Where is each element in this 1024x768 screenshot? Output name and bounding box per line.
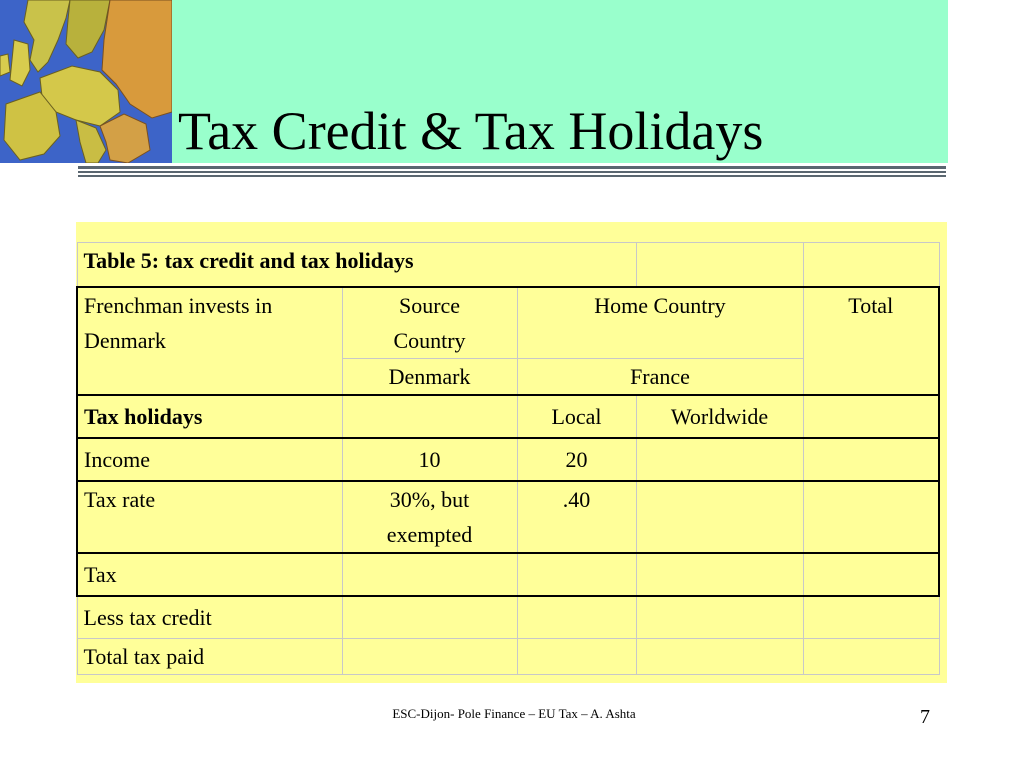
table-row <box>77 438 939 481</box>
table-row <box>77 596 939 639</box>
table-cell: 20 <box>517 438 636 481</box>
header-line: Country <box>393 327 466 353</box>
table-cell <box>517 639 636 675</box>
cell-line: exempted <box>386 521 473 547</box>
row-label: Tax rate <box>77 481 342 553</box>
row-label: Less tax credit <box>77 596 342 639</box>
table-cell <box>342 481 517 553</box>
table-cell <box>517 596 636 639</box>
row-label-header <box>77 287 342 395</box>
total-header: Total <box>803 287 939 395</box>
table-cell <box>342 639 517 675</box>
title-divider <box>78 171 946 173</box>
table-cell <box>636 596 803 639</box>
table-cell <box>803 395 939 438</box>
title-divider <box>78 166 946 169</box>
table-cell: Local <box>517 395 636 438</box>
table-row <box>77 395 939 438</box>
table-header-row <box>77 287 939 359</box>
table-cell: 10 <box>342 438 517 481</box>
source-country-header <box>342 287 517 359</box>
table-row <box>77 553 939 596</box>
table-cell <box>803 596 939 639</box>
table-cell <box>803 639 939 675</box>
table-row <box>77 481 939 553</box>
page-number: 7 <box>920 706 930 728</box>
source-country-name: Denmark <box>342 358 517 395</box>
slide-footer: ESC-Dijon- Pole Finance – EU Tax – A. Ashta <box>392 706 636 721</box>
table-cell <box>636 438 803 481</box>
header-line: Source <box>398 292 461 318</box>
table-cell <box>636 243 803 287</box>
table-row <box>77 639 939 675</box>
title-divider <box>78 175 946 177</box>
table-cell <box>803 553 939 596</box>
table-cell: .40 <box>517 481 636 553</box>
table-cell <box>803 481 939 553</box>
table-cell <box>342 395 517 438</box>
row-label: Tax holidays <box>77 395 342 438</box>
row-label: Income <box>77 438 342 481</box>
europe-map-icon <box>0 0 172 163</box>
table-cell <box>342 596 517 639</box>
table-caption-row <box>77 243 939 287</box>
table-cell <box>636 553 803 596</box>
cell-line: 30%, but <box>389 486 470 512</box>
table-caption: Table 5: tax credit and tax holidays <box>77 243 636 287</box>
table-cell <box>342 553 517 596</box>
row-label: Tax <box>77 553 342 596</box>
row-label-line: Frenchman invests in <box>84 292 273 318</box>
table-cell: Worldwide <box>636 395 803 438</box>
table-cell <box>803 243 939 287</box>
table-cell <box>636 481 803 553</box>
home-country-header: Home Country <box>517 287 803 359</box>
slide-title: Tax Credit & Tax Holidays <box>178 101 764 161</box>
table-cell <box>636 639 803 675</box>
row-label-line: Denmark <box>84 327 166 353</box>
tax-table <box>76 242 940 675</box>
table-cell <box>803 438 939 481</box>
table-cell <box>517 553 636 596</box>
home-country-name: France <box>517 358 803 395</box>
row-label: Total tax paid <box>77 639 342 675</box>
